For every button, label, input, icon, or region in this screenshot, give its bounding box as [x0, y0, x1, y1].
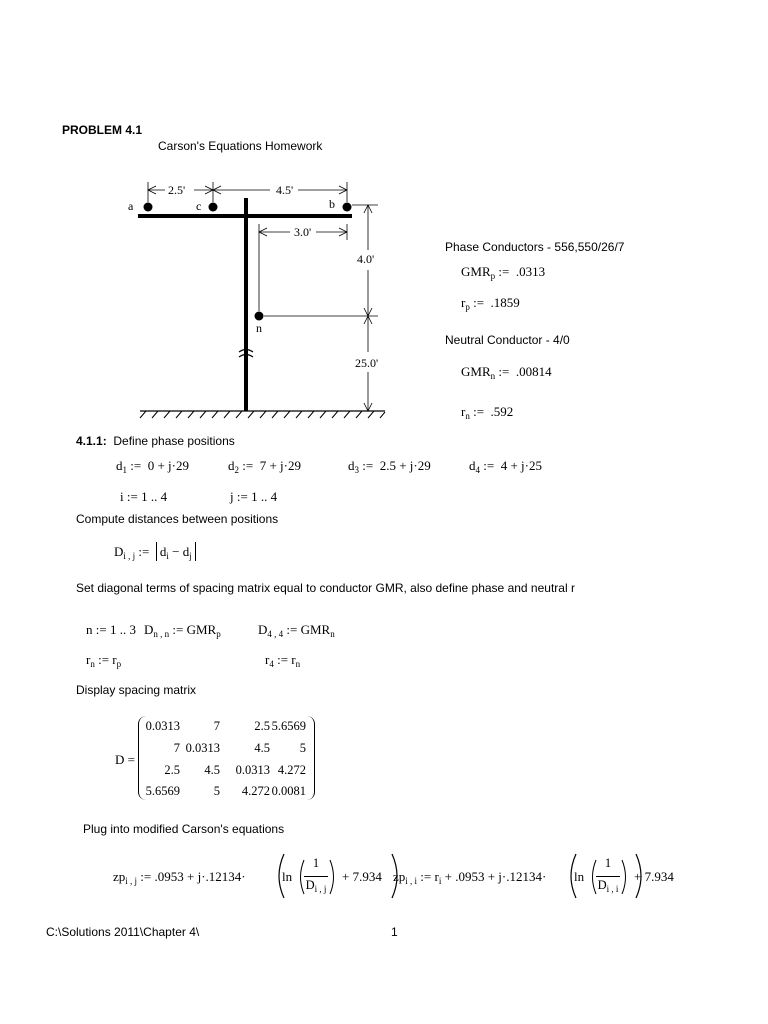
d4-definition: $d_4$ := 4 + j·25 — [469, 458, 542, 475]
label-n: n — [256, 321, 262, 335]
conductor-c — [209, 203, 218, 212]
matrix-cell: 4.5 — [204, 763, 220, 777]
matrix-cell: 5.6569 — [271, 719, 306, 733]
problem-title: PROBLEM 4.1 — [62, 123, 143, 137]
matrix-cell: 0.0081 — [271, 784, 306, 798]
pole-diagram — [130, 178, 390, 423]
zp-ij-formula: $zp_{i , j}$ := .0953 + j·.12134· — [113, 869, 246, 886]
matrix-right-paren — [306, 716, 315, 800]
inner-right-paren — [328, 858, 338, 896]
ln-label: ln — [282, 869, 293, 884]
denominator: $D_{i , j}$ — [305, 878, 327, 894]
ln-label: ln — [574, 869, 585, 884]
matrix-cell: 0.0313 — [145, 719, 180, 733]
dim-cb-label: 4.5' — [276, 183, 294, 197]
fraction-bar — [596, 876, 620, 877]
zp-ii-ln-group — [564, 852, 684, 902]
inner-right-paren — [620, 858, 630, 896]
rn-definition: $r_n$ := $r_p$ — [86, 652, 122, 669]
r4-definition: $r_4$ := $r_n$ — [265, 652, 301, 669]
label-a: a — [128, 199, 134, 213]
matrix-cell: 7 — [213, 719, 220, 733]
footer-path: C:\Solutions 2011\Chapter 4\ — [46, 925, 200, 939]
denominator: $D_{i , i}$ — [597, 878, 619, 894]
label-c: c — [196, 199, 202, 213]
i-range: i := 1 .. 4 — [120, 489, 168, 504]
dnn-definition: $D_{n , n}$ := $GMR_p$ — [144, 622, 221, 639]
matrix-cell: 2.5 — [164, 763, 180, 777]
distances-text: Compute distances between positions — [76, 512, 279, 526]
d1-definition: $d_1$ := 0 + j·29 — [116, 458, 189, 475]
zp-ii-formula: $zp_{i , i}$ := $r_i + .0953 + j\cdot.12134\cdot$ — [393, 869, 547, 886]
fraction-bar — [304, 876, 328, 877]
matrix-cell: 5 — [299, 741, 306, 755]
d44-definition: $D_{4 , 4}$ := $GMR_n$ — [258, 622, 335, 639]
dim-vertical-upper-label: 4.0' — [357, 252, 375, 266]
matrix-title: Display spacing matrix — [76, 683, 197, 697]
r-n-definition: $r_n$ := .592 — [461, 404, 514, 421]
diagonal-text: Set diagonal terms of spacing matrix equal to conductor GMR, also define phase and neutral r — [76, 581, 575, 595]
numerator: 1 — [604, 856, 612, 870]
constant-term: + 7.934 — [342, 869, 382, 884]
ground-hatch — [140, 411, 385, 418]
matrix-cell: 7 — [173, 741, 180, 755]
d2-definition: $d_2$ := 7 + j·29 — [228, 458, 301, 475]
r-p-definition: $r_p$ := .1859 — [461, 295, 520, 312]
j-range: j := 1 .. 4 — [230, 489, 278, 504]
conductor-b — [343, 203, 352, 212]
matrix-cell: 2.5 — [254, 719, 270, 733]
dim-bn-label: 3.0' — [294, 225, 312, 239]
carson-text: Plug into modified Carson's equations — [83, 822, 285, 836]
matrix-cell: 4.272 — [277, 763, 306, 777]
matrix-cell: 0.0313 — [185, 741, 220, 755]
gmr-p-definition: $GMR_p$ := .0313 — [461, 264, 546, 281]
neutral-conductor-title: Neutral Conductor - 4/0 — [445, 333, 570, 347]
numerator: 1 — [312, 856, 320, 870]
matrix-cell: 5 — [213, 784, 220, 798]
dim-ac-label: 2.5' — [168, 183, 186, 197]
n-range: n := 1 .. 3 — [86, 622, 136, 637]
label-b: b — [329, 197, 335, 211]
d3-definition: $d_3$ := 2.5 + j·29 — [348, 458, 431, 475]
matrix-cell: 4.272 — [241, 784, 270, 798]
dim-vertical-lower-label: 25.0' — [355, 356, 379, 370]
right-big-paren — [634, 852, 648, 900]
page-number: 1 — [391, 925, 398, 939]
matrix-label: D = — [115, 752, 135, 767]
conductor-n — [255, 312, 264, 321]
gmr-n-definition: $GMR_n$ := .00814 — [461, 364, 552, 381]
matrix-cell: 5.6569 — [145, 784, 180, 798]
matrix-cell: 4.5 — [254, 741, 270, 755]
conductor-a — [144, 203, 153, 212]
section-411-heading: 4.1.1: Define phase positions — [76, 434, 235, 448]
phase-conductors-title: Phase Conductors - 556,550/26/7 — [445, 240, 625, 254]
matrix-cell: 0.0313 — [235, 763, 270, 777]
distance-formula: $D_{i , j}$ := $d_i - d_j$ — [114, 544, 196, 561]
constant-term: + 7.934 — [634, 869, 674, 884]
subtitle: Carson's Equations Homework — [158, 139, 323, 153]
